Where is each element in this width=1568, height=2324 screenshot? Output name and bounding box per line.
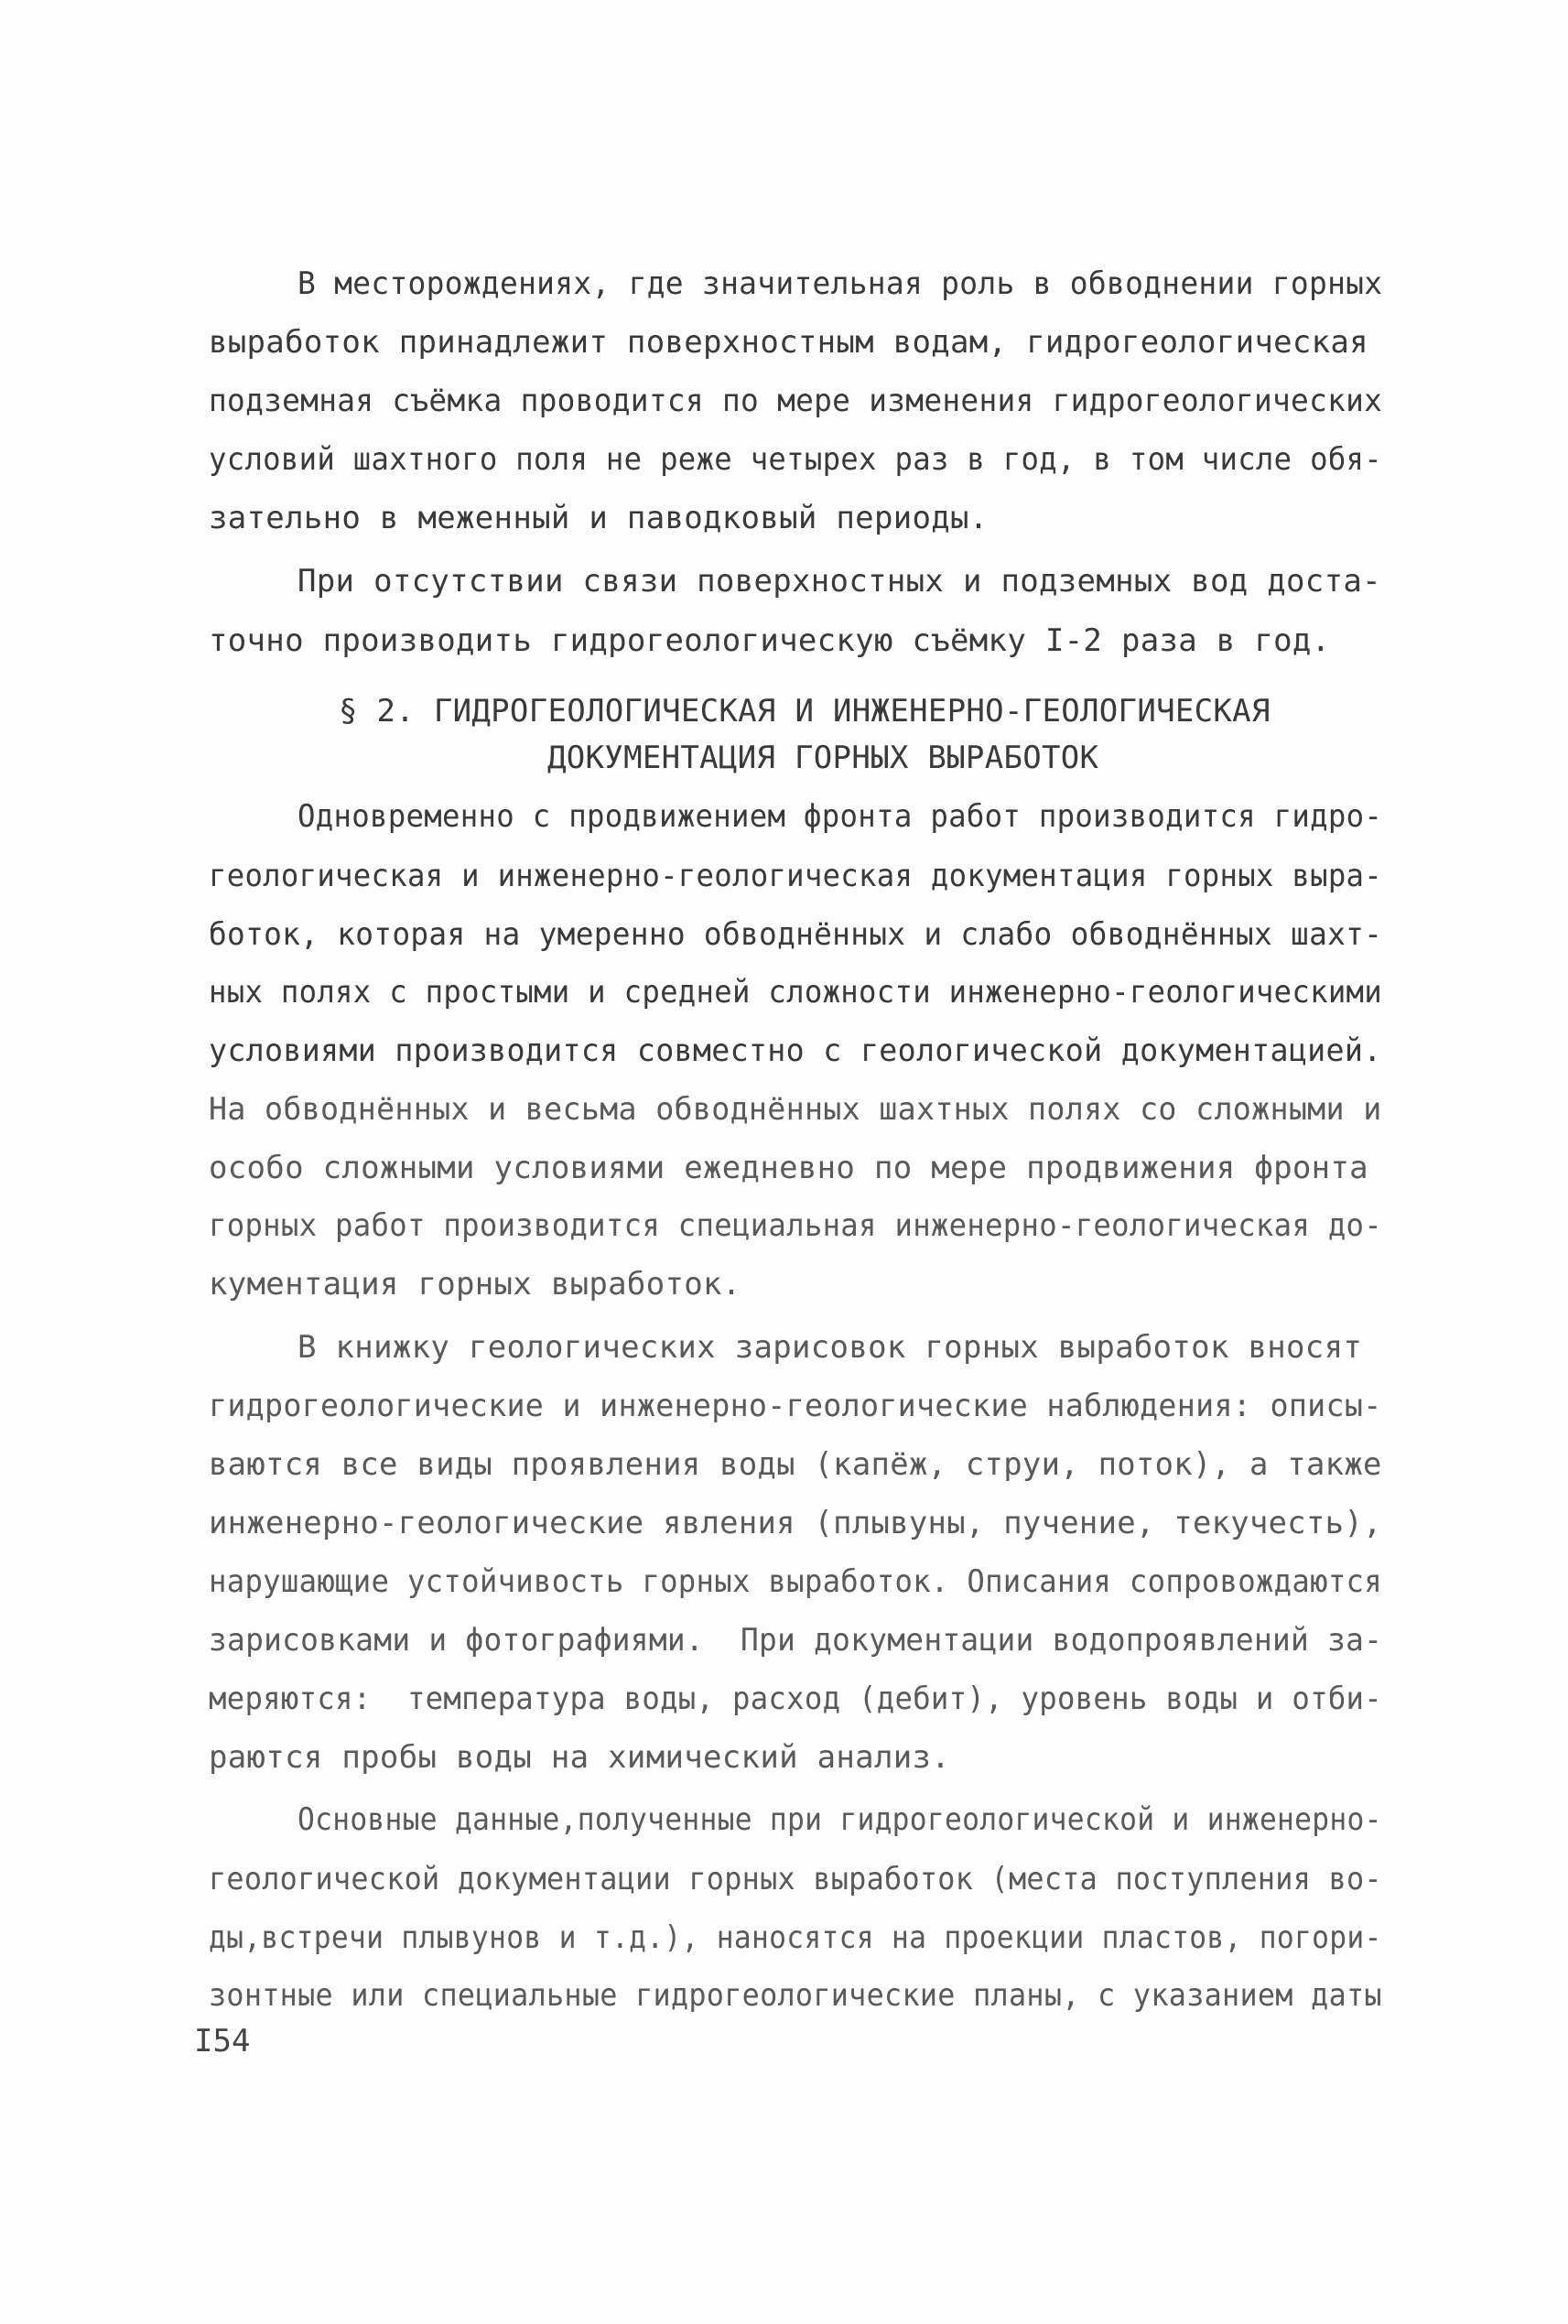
text-line: горных работ производится специальная инженерно-геологическая до- xyxy=(209,1207,1383,1244)
text-line: нарушающие устойчивость горных выработок. Описания сопровождаются xyxy=(209,1563,1383,1600)
text-line: условиями производится совместно с геологической документацией. xyxy=(209,1032,1382,1069)
text-line: зарисовками и фотографиями. При документации водопроявлений за- xyxy=(209,1622,1383,1659)
text-line: боток, которая на умеренно обводнённых и слабо обводнённых шахт- xyxy=(209,916,1383,953)
text-line: В книжку геологических зарисовок горных выработок вносят xyxy=(297,1329,1363,1366)
text-line: меряются: температура воды, расход (дебит), уровень воды и отби- xyxy=(209,1681,1383,1717)
text-line: В месторождениях, где значительная роль в обводнении горных xyxy=(297,265,1383,302)
text-line: условий шахтного поля не реже четырех раз в год, в том числе обя- xyxy=(209,441,1383,478)
text-line: ваются все виды проявления воды (капёж, струи, поток), а также xyxy=(209,1446,1382,1483)
text-line: инженерно-геологические явления (плывуны, пучение, текучесть), xyxy=(209,1505,1382,1541)
text-line: выработок принадлежит поверхностным водам, гидрогеологическая xyxy=(209,324,1368,361)
text-line: На обводнённых и весьма обводнённых шахтных полях со сложными и xyxy=(209,1091,1382,1128)
text-line: геологической документации горных выработок (места поступления во- xyxy=(209,1861,1382,1897)
text-line: зательно в меженный и паводковый периоды. xyxy=(209,500,989,536)
section-heading: ДОКУМЕНТАЦИЯ ГОРНЫХ ВЫРАБОТОК xyxy=(547,740,1099,776)
page-number: I54 xyxy=(194,2023,251,2059)
text-line: особо сложными условиями ежедневно по мере продвижения фронта xyxy=(209,1150,1368,1186)
text-line: геологическая и инженерно-геологическая документация горных выра- xyxy=(209,858,1383,894)
text-line: Основные данные,полученные при гидрогеологической и инженерно- xyxy=(297,1801,1382,1838)
text-line: ды,встречи плывунов и т.д.), наносятся на проекции пластов, погори- xyxy=(209,1919,1382,1956)
text-line: зонтные или специальные гидрогеологические планы, с указанием даты xyxy=(209,1977,1382,2014)
text-line: ных полях с простыми и средней сложности инженерно-геологическими xyxy=(209,974,1383,1011)
text-line: точно производить гидрогеологическую съёмку I-2 раза в год. xyxy=(209,622,1331,659)
text-line: подземная съёмка проводится по мере изменения гидрогеологических xyxy=(209,383,1383,419)
text-line: гидрогеологические и инженерно-геологические наблюдения: описы- xyxy=(209,1388,1382,1424)
text-line: раются пробы воды на химический анализ. xyxy=(209,1739,951,1776)
text-line: кументация горных выработок. xyxy=(209,1266,741,1303)
section-heading: § 2. ГИДРОГЕОЛОГИЧЕСКАЯ И ИНЖЕНЕРНО-ГЕОЛОГИЧЕСКАЯ xyxy=(339,693,1271,730)
text-line: Одновременно с продвижением фронта работ производится гидро- xyxy=(297,798,1383,835)
text-line: При отсутствии связи поверхностных и подземных вод доста- xyxy=(297,563,1381,600)
